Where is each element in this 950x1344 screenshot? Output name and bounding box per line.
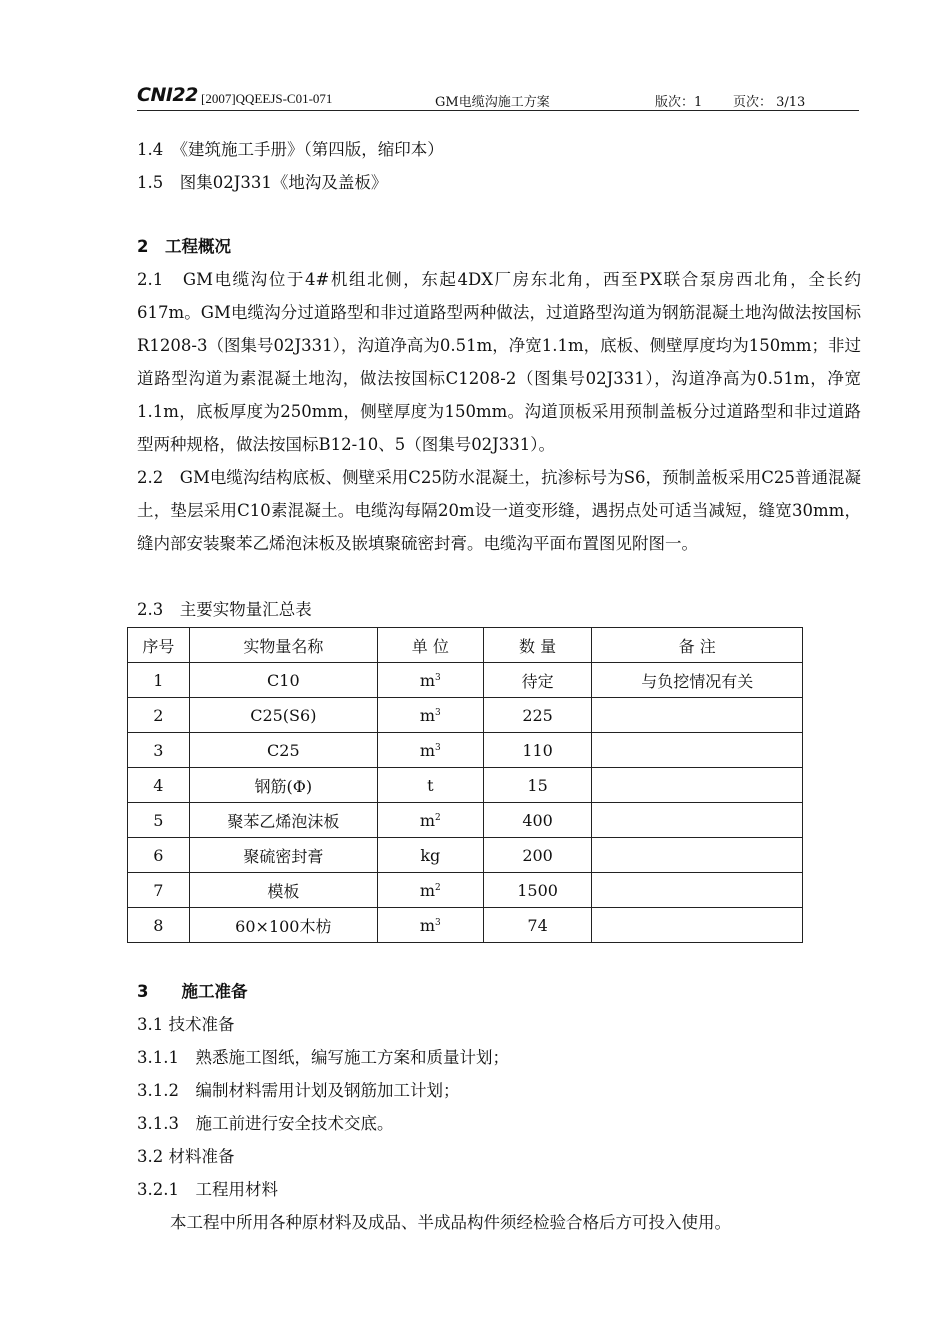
table-row	[128, 873, 803, 908]
cell-note	[592, 873, 803, 908]
cell-no: 1	[128, 663, 190, 698]
cell-unit: $m^3$	[377, 663, 483, 698]
section-2-heading: 2 工程概况	[137, 237, 231, 256]
cell-unit: $m^3$	[377, 698, 483, 733]
table-caption: 2.3 主要实物量汇总表	[137, 600, 312, 619]
cell-no: 5	[128, 803, 190, 838]
table-row	[128, 838, 803, 873]
cell-name: C25(S6)	[189, 698, 377, 733]
paragraph-2-2: 2.2 GM电缆沟结构底板、侧壁采用C25防水混凝土，抗渗标号为S6，预制盖板采用C25普通混凝土，垫层采用C10素混凝土。电缆沟每隔20m设一道变形缝，遇拐点处可适当减短，缝宽30mm，缝内部安装聚苯乙烯泡沫板及嵌填聚硫密封膏。电缆沟平面布置图见附图一。	[137, 468, 861, 553]
reference-1-5: 1.5 图集02J331《地沟及盖板》	[137, 173, 388, 192]
table-row	[128, 698, 803, 733]
version-label: 版次：1	[655, 95, 703, 110]
cell-name: 钢筋(Φ)	[189, 768, 377, 803]
company-logo: CNI22	[137, 84, 198, 106]
cell-unit: $m^2$	[377, 803, 483, 838]
cell-qty: 200	[483, 838, 592, 873]
cell-no: 4	[128, 768, 190, 803]
table-row	[128, 663, 803, 698]
cell-qty: 400	[483, 803, 592, 838]
cell-qty: 225	[483, 698, 592, 733]
cell-note	[592, 733, 803, 768]
cell-qty: 待定	[483, 663, 592, 698]
materials-paragraph: 本工程中所用各种原材料及成品、半成品构件须经检验合格后方可投入使用。	[170, 1213, 731, 1232]
col-header-unit: 单 位	[377, 628, 483, 663]
cell-unit: kg	[377, 838, 483, 873]
cell-no: 2	[128, 698, 190, 733]
subsection-3-1: 3.1 技术准备	[137, 1015, 235, 1034]
cell-no: 6	[128, 838, 190, 873]
cell-name: 聚硫密封膏	[189, 838, 377, 873]
cell-qty: 15	[483, 768, 592, 803]
cell-note	[592, 698, 803, 733]
quantity-table	[127, 627, 803, 943]
subsection-3-2: 3.2 材料准备	[137, 1147, 235, 1166]
table-row	[128, 803, 803, 838]
cell-name: C10	[189, 663, 377, 698]
cell-unit: $m^3$	[377, 908, 483, 943]
col-header-name: 实物量名称	[189, 628, 377, 663]
cell-qty: 1500	[483, 873, 592, 908]
cell-note	[592, 803, 803, 838]
cell-unit: t	[377, 768, 483, 803]
cell-no: 8	[128, 908, 190, 943]
table-row	[128, 908, 803, 943]
cell-name: C25	[189, 733, 377, 768]
col-header-no: 序号	[128, 628, 190, 663]
cell-note	[592, 838, 803, 873]
item-3-2-1: 3.2.1 工程用材料	[137, 1180, 278, 1199]
table-row	[128, 733, 803, 768]
section-3-heading: 3 施工准备	[137, 982, 248, 1001]
cell-qty: 74	[483, 908, 592, 943]
cell-note	[592, 908, 803, 943]
cell-qty: 110	[483, 733, 592, 768]
cell-note: 与负挖情况有关	[592, 663, 803, 698]
reference-1-4: 1.4 《建筑施工手册》（第四版，缩印本）	[137, 140, 444, 159]
table-header-row	[128, 628, 803, 663]
cell-unit: $m^3$	[377, 733, 483, 768]
document-code: [2007]QQEEJS-C01-071	[201, 91, 333, 106]
item-3-1-1: 3.1.1 熟悉施工图纸，编写施工方案和质量计划；	[137, 1048, 509, 1067]
cell-unit: $m^2$	[377, 873, 483, 908]
cell-name: 聚苯乙烯泡沫板	[189, 803, 377, 838]
cell-name: 60×100木枋	[189, 908, 377, 943]
cell-note	[592, 768, 803, 803]
table-row	[128, 768, 803, 803]
cell-no: 3	[128, 733, 190, 768]
col-header-qty: 数 量	[483, 628, 592, 663]
page-header	[137, 86, 859, 111]
cell-no: 7	[128, 873, 190, 908]
page-number: 页次： 3/13	[733, 95, 806, 110]
cell-name: 模板	[189, 873, 377, 908]
item-3-1-3: 3.1.3 施工前进行安全技术交底。	[137, 1114, 394, 1133]
paragraph-2-1: 2.1 GM电缆沟位于4#机组北侧，东起4DX厂房东北角，西至PX联合泵房西北角，全长约617m。GM电缆沟分过道路型和非过道路型两种做法，过道路型沟道为钢筋混凝土地沟做法按国标R1208-3（图集号02J331），沟道净高为0.51m，净宽1.1m，底板、侧壁厚度均为150mm；非过道路型沟道为素混凝土地沟，做法按国标C1208-2（图集号02J331），沟道净高为0.51m，净宽1.1m，底板厚度为250mm，侧壁厚度为150mm。沟道顶板采用预制盖板分过道路型和非过道路型两种规格，做法按国标B12-10、5（图集号02J331）。	[137, 270, 861, 454]
item-3-1-2: 3.1.2 编制材料需用计划及钢筋加工计划；	[137, 1081, 460, 1100]
document-title: GM电缆沟施工方案	[435, 95, 550, 110]
col-header-note: 备 注	[592, 628, 803, 663]
